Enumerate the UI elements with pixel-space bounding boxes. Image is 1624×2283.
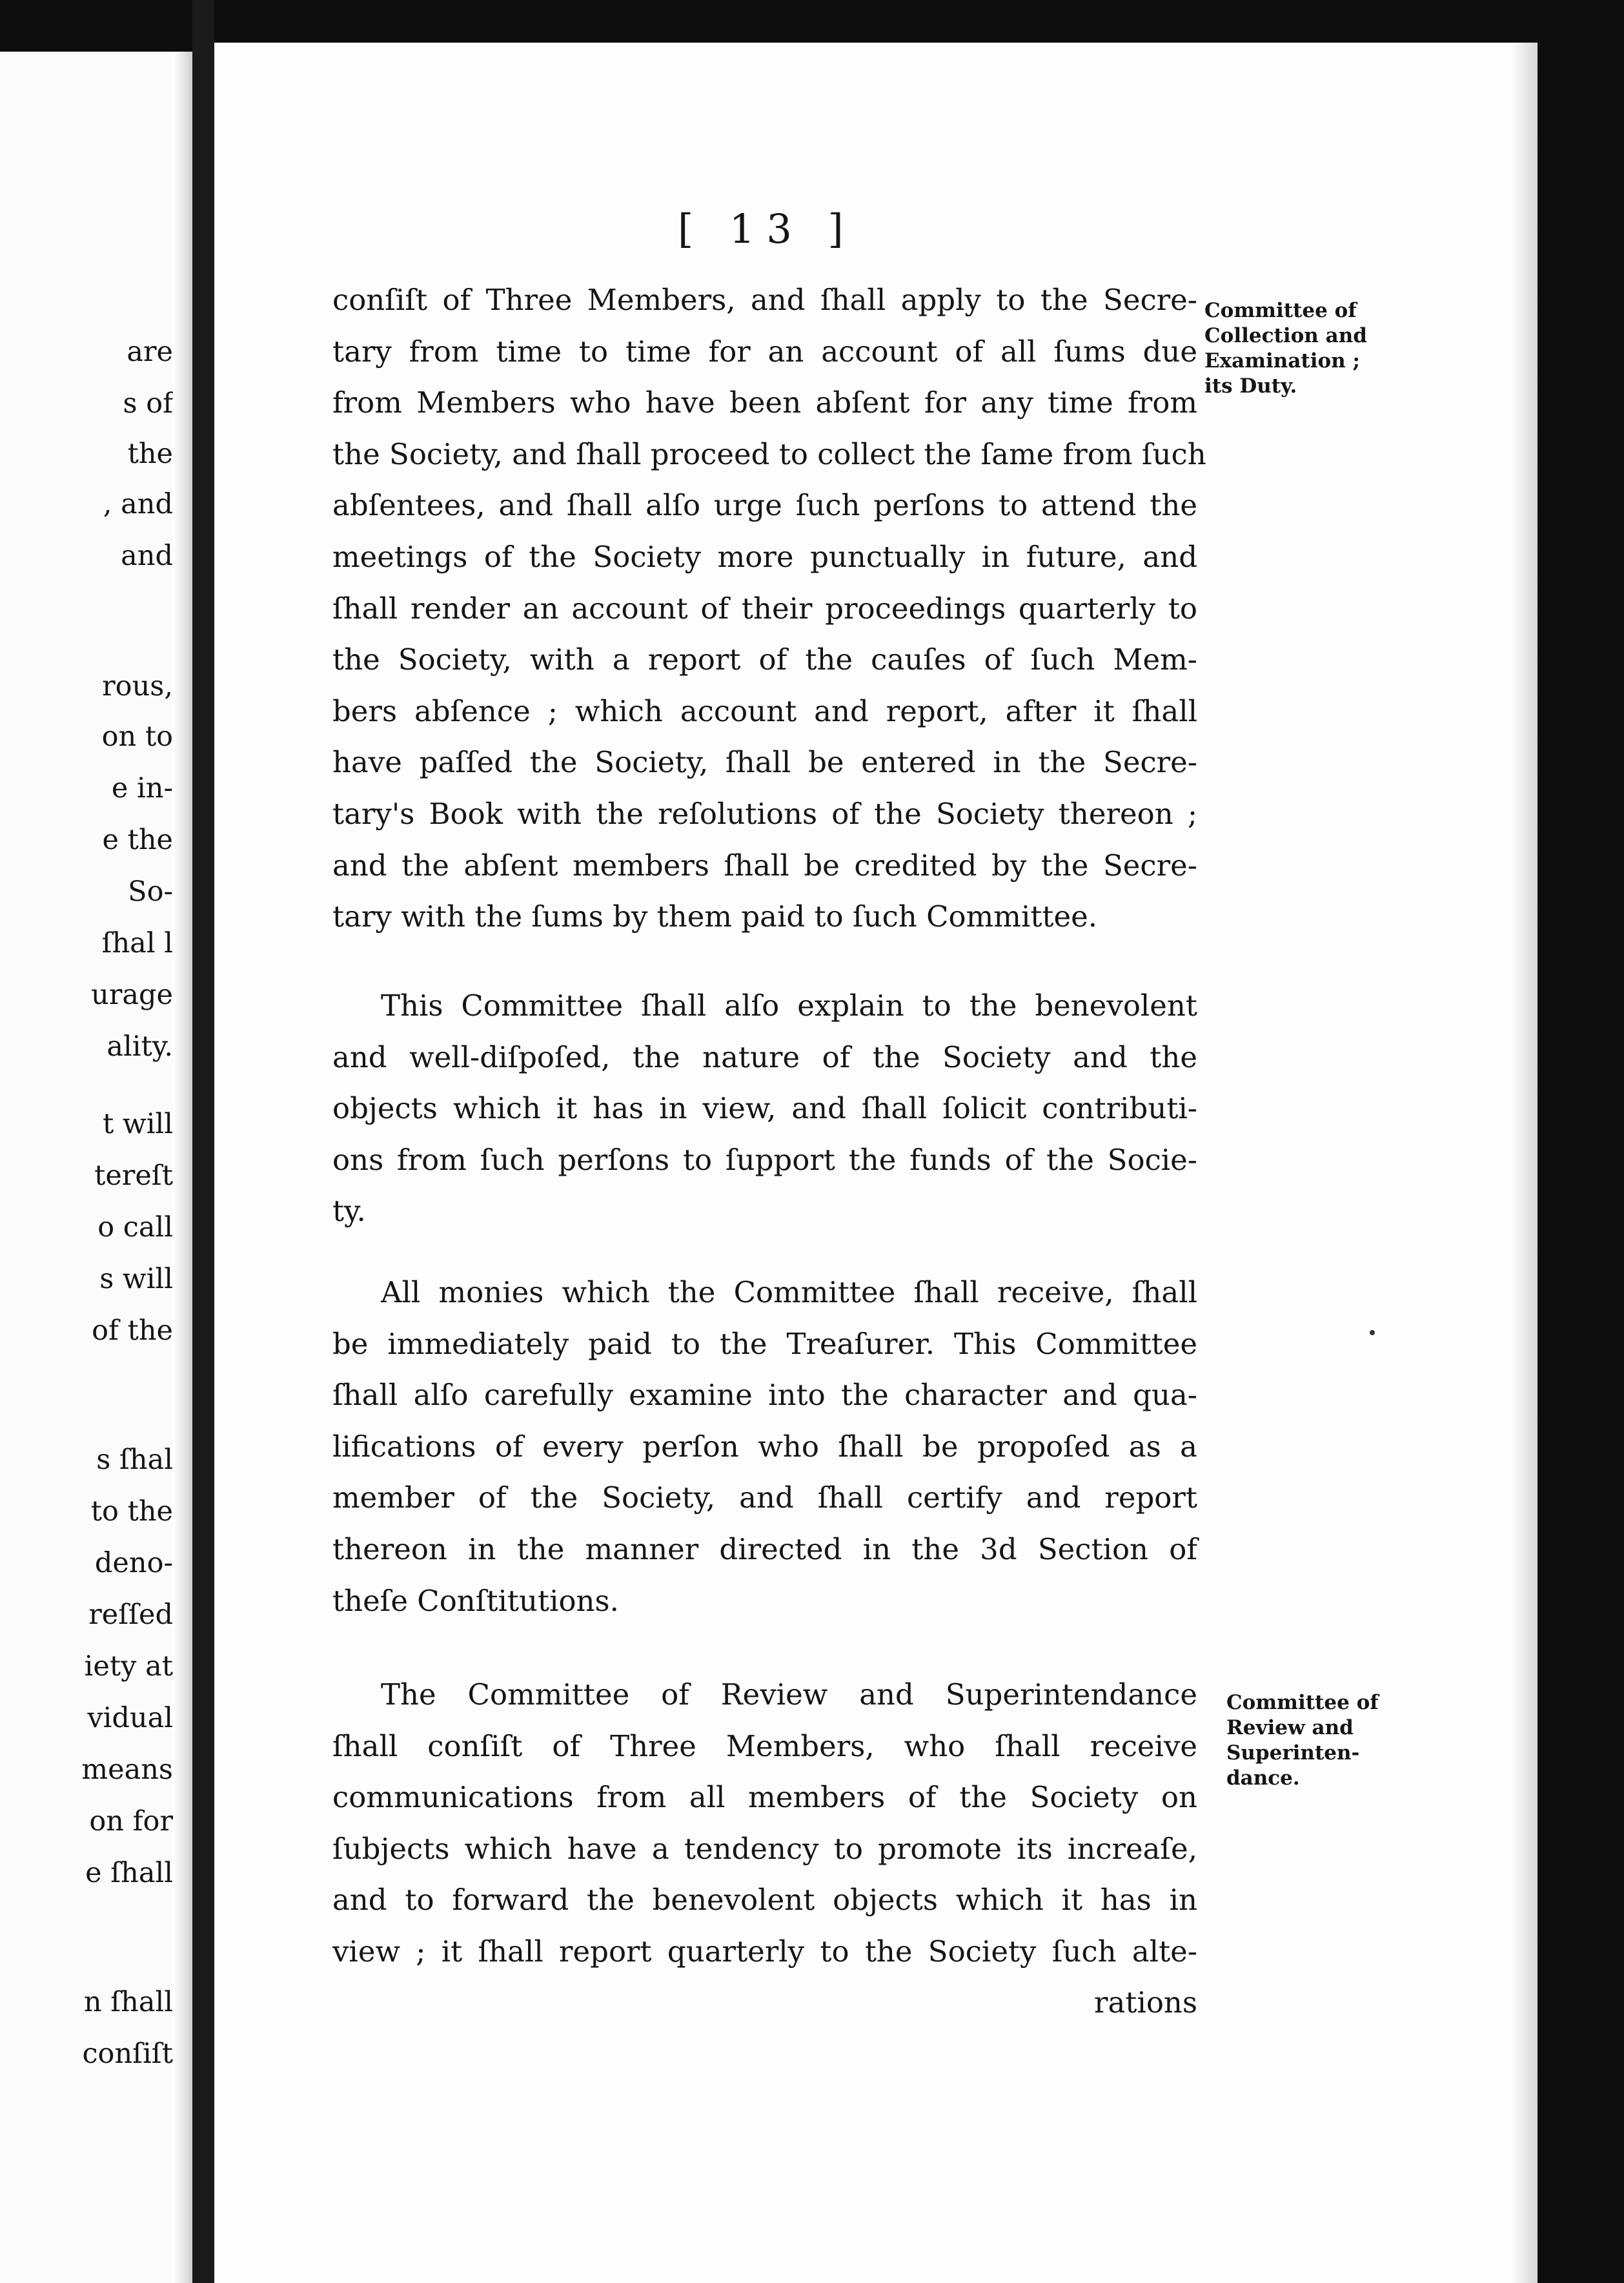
previous-page-fragment: means	[81, 1754, 173, 1786]
previous-page-fragment: ality.	[107, 1030, 173, 1063]
text-line: meetings of the Society more punctually in future, and	[332, 539, 1197, 574]
previous-page-fragment: s ſhal	[96, 1444, 173, 1476]
previous-page-fragment: ſhal l	[101, 927, 173, 959]
text-line: All monies which the Committee ſhall receive, ſhall	[381, 1275, 1197, 1309]
previous-page-fragment: are	[127, 336, 173, 368]
page-number-header: [ 13 ]	[678, 205, 855, 252]
previous-page-fragment: deno-	[94, 1547, 173, 1579]
previous-page-fragment: rous,	[102, 670, 173, 702]
text-line: have paſſed the Society, ſhall be entered in the Secre-	[332, 745, 1197, 780]
paragraph-committee-review	[332, 1669, 1197, 1978]
text-line: from Members who have been abſent for any time from	[332, 385, 1197, 420]
text-line: theſe Conſtitutions.	[332, 1583, 619, 1618]
previous-page-fragment: on for	[89, 1805, 173, 1838]
book-gutter	[192, 0, 214, 2283]
catchword-block	[332, 1977, 1197, 2029]
text-line: communications from all members of the Society on	[332, 1780, 1197, 1815]
previous-page-fragment: iety at	[84, 1650, 173, 1683]
scan-speck	[1370, 1330, 1375, 1335]
text-line: the Society, and ſhall proceed to collect the ſame from ſuch	[332, 436, 1206, 471]
text-line: ſhall render an account of their proceedings quarterly to	[332, 591, 1197, 626]
text-line: ſubjects which have a tendency to promote its increaſe,	[332, 1831, 1197, 1866]
paragraph-committee-collection	[332, 274, 1206, 943]
text-line: ons from ſuch perſons to ſupport the funds of the Socie-	[332, 1142, 1197, 1177]
previous-page-fragment: tereſt	[94, 1160, 173, 1192]
text-line: ſhall alſo carefully examine into the character and qua-	[332, 1378, 1197, 1413]
text-line: ſhall conſiſt of Three Members, who ſhall receive	[332, 1728, 1197, 1763]
text-line: thereon in the manner directed in the 3d Section of	[332, 1531, 1197, 1566]
margin-note-line: dance.	[1226, 1766, 1300, 1790]
margin-note-line: Examination ;	[1204, 349, 1360, 373]
margin-note-collection-examination	[1204, 298, 1367, 399]
text-line: and the abſent members ſhall be credited by the Secre-	[332, 848, 1197, 883]
margin-note-line: Committee of	[1204, 299, 1357, 322]
previous-page-fragment: vidual	[87, 1702, 173, 1734]
text-line: abſentees, and ſhall alſo urge ſuch perſons to attend the	[332, 488, 1197, 523]
previous-page-fragment: of the	[92, 1315, 173, 1347]
page-edge-shadow	[1512, 43, 1538, 2283]
previous-page-fragment: urage	[91, 979, 173, 1011]
page-gutter-shading	[173, 52, 192, 2283]
previous-page-fragment: and	[121, 540, 173, 572]
paragraph-monies	[332, 1267, 1197, 1626]
previous-page-fragment: s will	[99, 1263, 173, 1295]
margin-note-line: Superinten-	[1226, 1741, 1360, 1765]
text-line: The Committee of Review and Superintendance	[381, 1677, 1197, 1712]
catchword: rations	[1094, 1985, 1197, 2020]
text-line: tary's Book with the reſolutions of the Society thereon ;	[332, 796, 1197, 831]
text-line: and to forward the benevolent objects which it has in	[332, 1883, 1197, 1918]
previous-page-edge	[0, 52, 192, 2283]
previous-page-fragment: o call	[97, 1211, 173, 1244]
previous-page-fragment: reſſed	[88, 1599, 173, 1631]
margin-note-review-superintendance	[1226, 1690, 1379, 1791]
previous-page-fragment: t will	[102, 1108, 173, 1140]
margin-note-line: Review and	[1226, 1716, 1354, 1739]
previous-page-fragment: s of	[123, 387, 173, 420]
text-line: bers abſence ; which account and report, after it ſhall	[332, 693, 1197, 728]
text-line: and well-diſpoſed, the nature of the Society and the	[332, 1039, 1197, 1074]
text-line: be immediately paid to the Treaſurer. This Committee	[332, 1326, 1197, 1361]
margin-note-line: Committee of	[1226, 1691, 1379, 1714]
previous-page-fragment: e the	[102, 824, 173, 856]
margin-note-line: its Duty.	[1204, 374, 1297, 398]
previous-page-fragment: to the	[90, 1495, 173, 1528]
text-line: member of the Society, and ſhall certify and report	[332, 1480, 1197, 1515]
text-line: lifications of every perſon who ſhall be propoſed as a	[332, 1429, 1197, 1464]
paragraph-committee-explain	[332, 980, 1197, 1237]
previous-page-fragment: e ſhall	[85, 1857, 173, 1889]
previous-page-fragment: conſiſt	[82, 2038, 173, 2070]
text-line: objects which it has in view, and ſhall ſolicit contributi-	[332, 1091, 1197, 1126]
previous-page-fragment: , and	[103, 488, 173, 520]
previous-page-fragment: the	[127, 438, 173, 470]
previous-page-fragment: n ſhall	[83, 1986, 173, 2018]
text-line: tary with the ſums by them paid to ſuch Committee.	[332, 899, 1098, 934]
text-line: view ; it ſhall report quarterly to the Society ſuch alte-	[332, 1934, 1197, 1969]
text-line: the Society, with a report of the cauſes of ſuch Mem-	[332, 642, 1197, 677]
margin-note-line: Collection and	[1204, 324, 1367, 347]
previous-page-fragment: So-	[128, 875, 173, 908]
previous-page-fragment: e in-	[111, 772, 173, 804]
text-line: ty.	[332, 1194, 366, 1229]
previous-page-fragment: on to	[101, 721, 173, 753]
text-line: This Committee ſhall alſo explain to the benevolent	[381, 988, 1197, 1023]
text-line: tary from time to time for an account of all ſums due	[332, 334, 1197, 369]
text-line: conſiſt of Three Members, and ſhall apply to the Secre-	[332, 283, 1197, 317]
